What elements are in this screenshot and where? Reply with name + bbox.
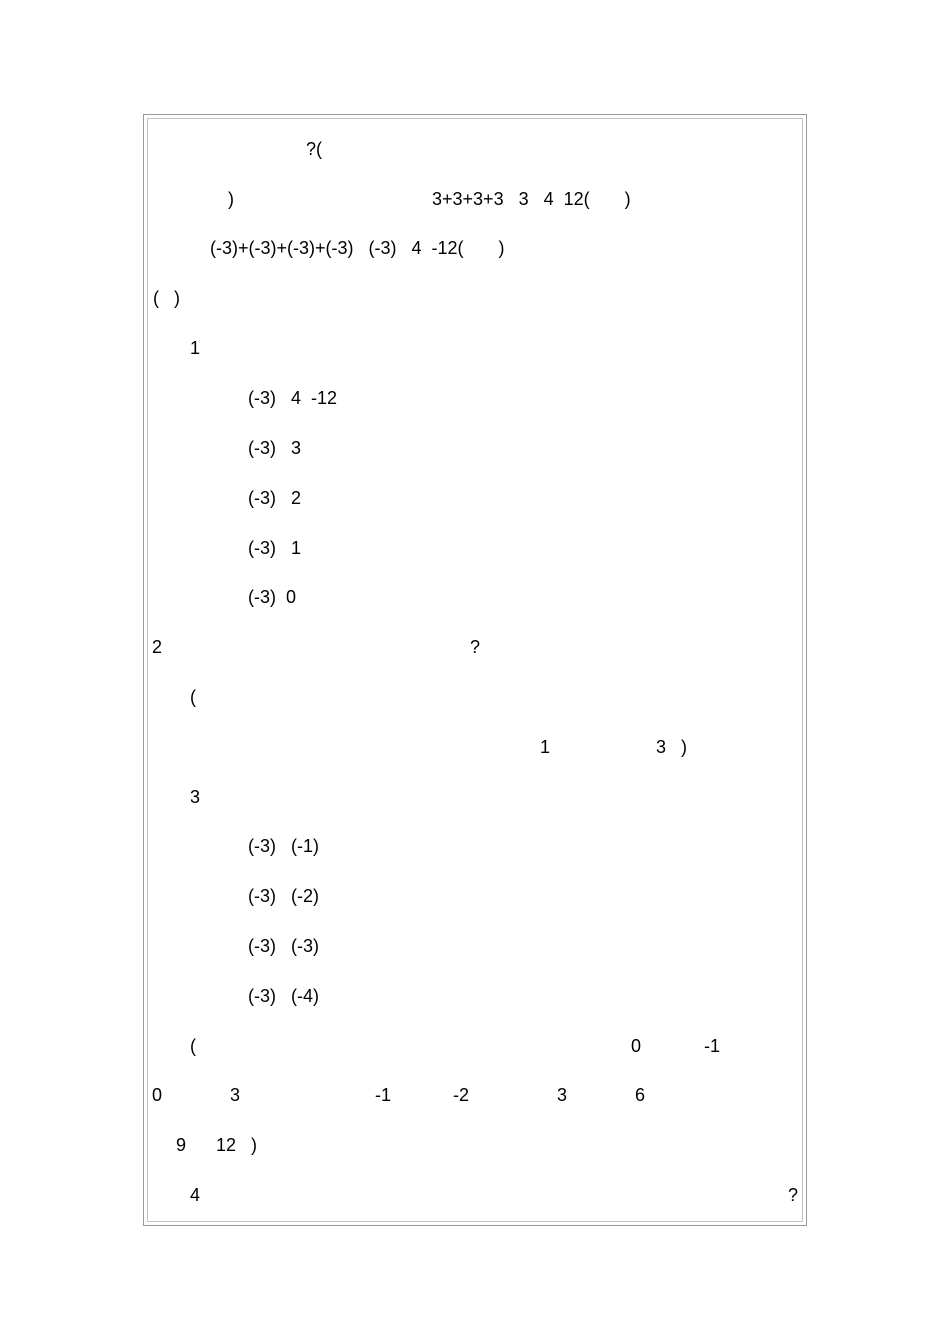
text-line-2-equation: 3+3+3+3 3 4 12( ) xyxy=(432,189,631,209)
seq-value-neg1: -1 xyxy=(375,1085,392,1105)
question-mark-4: ? xyxy=(788,1185,799,1205)
seq-value-neg2: -2 xyxy=(453,1085,470,1105)
seq-value-0: 0 xyxy=(152,1085,163,1105)
text-line-3-equation: (-3)+(-3)+(-3)+(-3) (-3) 4 -12( ) xyxy=(210,238,505,258)
text-value-0: 0 xyxy=(631,1036,642,1056)
equation-row-3: (-3) 2 xyxy=(248,488,302,508)
seq-value-3b: 3 xyxy=(557,1085,568,1105)
text-value-neg1: -1 xyxy=(704,1036,721,1056)
question-number-4: 4 xyxy=(190,1185,201,1205)
equation-row-5: (-3) 0 xyxy=(248,587,297,607)
question-number-2: 2 xyxy=(152,637,163,657)
seq-value-6: 6 xyxy=(635,1085,646,1105)
negative-equation-row-3: (-3) (-3) xyxy=(248,936,319,956)
seq-value-9: 9 xyxy=(176,1135,187,1155)
text-line-1: ?( xyxy=(306,139,323,159)
question-mark-2: ? xyxy=(470,637,481,657)
text-value-3: 3 ) xyxy=(656,737,688,757)
seq-value-3: 3 xyxy=(230,1085,241,1105)
equation-row-4: (-3) 1 xyxy=(248,538,302,558)
question-number-3: 3 xyxy=(190,787,201,807)
text-line-4-blank: ( ) xyxy=(153,288,180,308)
negative-equation-row-1: (-3) (-1) xyxy=(248,836,319,856)
text-line-2-paren: ) xyxy=(228,189,234,209)
question-number-1: 1 xyxy=(190,338,201,358)
negative-equation-row-2: (-3) (-2) xyxy=(248,886,319,906)
text-value-1: 1 xyxy=(540,737,551,757)
text-paren-open-2: ( xyxy=(190,1036,196,1056)
equation-row-2: (-3) 3 xyxy=(248,438,302,458)
equation-row-1: (-3) 4 -12 xyxy=(248,388,338,408)
negative-equation-row-4: (-3) (-4) xyxy=(248,986,319,1006)
text-line-paren-open: ( xyxy=(190,687,196,707)
page-border-inner xyxy=(147,118,803,1222)
seq-value-12: 12 ) xyxy=(216,1135,258,1155)
